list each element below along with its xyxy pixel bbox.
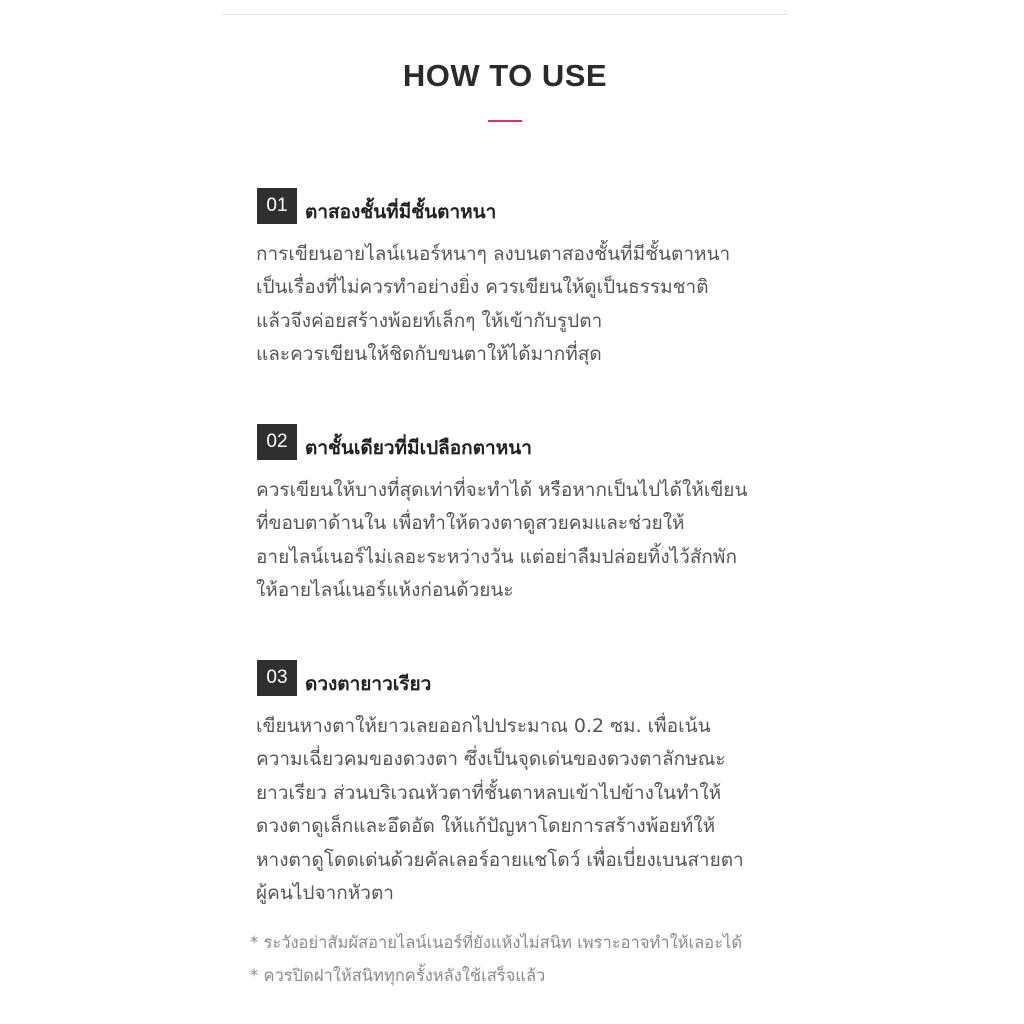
body-line: ควรเขียนให้บางที่สุดเท่าที่จะทำได้ หรือหากเป็นไปได้ให้เขียน — [256, 479, 748, 501]
section-01 — [256, 188, 776, 372]
body-line: ดวงตาดูเล็กและอึดอัด ให้แก้ปัญหาโดยการสร้างพ้อยท์ให้ — [256, 815, 716, 838]
section-body — [256, 238, 776, 372]
body-line: การเขียนอายไลน์เนอร์หนาๆ ลงบนตาสองชั้นที่มีชั้นตาหนา — [256, 243, 731, 265]
section-body — [256, 474, 776, 608]
body-line: ความเฉี่ยวคมของดวงตา ซึ่งเป็นจุดเด่นของดวงตาลักษณะ — [256, 748, 726, 771]
section-header — [256, 188, 776, 224]
body-line: แล้วจึงค่อยสร้างพ้อยท์เล็กๆ ให้เข้ากับรูปตา — [256, 309, 603, 332]
section-title: ตาสองชั้นที่มีชั้นตาหนา — [305, 201, 497, 223]
section-header — [256, 424, 776, 460]
step-number-badge: 02 — [257, 424, 297, 460]
section-header — [256, 660, 776, 696]
section-03 — [256, 660, 776, 910]
body-line: เป็นเรื่องที่ไม่ควรทำอย่างยิ่ง ควรเขียนให้ดูเป็นธรรมชาติ — [256, 276, 709, 299]
body-line: ยาวเรียว ส่วนบริเวณหัวตาที่ชั้นตาหลบเข้าไปข้างในทำให้ — [256, 781, 722, 804]
page-title: HOW TO USE — [402, 58, 608, 93]
step-number-badge: 03 — [257, 660, 297, 696]
section-title: ตาชั้นเดียวที่มีเปลือกตาหนา — [305, 437, 532, 459]
body-line: ที่ขอบตาด้านใน เพื่อทำให้ดวงตาดูสวยคมและช่วยให้ — [256, 512, 685, 535]
section-title: ดวงตายาวเรียว — [305, 673, 432, 695]
body-line: หางตาดูโดดเด่นด้วยคัลเลอร์อายแชโดว์ เพื่อเบี่ยงเบนสายตา — [256, 848, 744, 871]
body-line: และควรเขียนให้ชิดกับขนตาให้ได้มากที่สุด — [256, 343, 602, 366]
section-body — [256, 710, 776, 910]
title-accent-underline — [488, 120, 522, 122]
footnote-close-cap: * ควรปิดฝาให้สนิททุกครั้งหลังใช้เสร็จแล้ว — [250, 966, 546, 985]
section-02 — [256, 424, 776, 608]
top-divider — [222, 14, 788, 15]
body-line: ให้อายไลน์เนอร์แห้งก่อนด้วยนะ — [256, 579, 514, 602]
step-number-badge: 01 — [257, 188, 297, 224]
body-line: ผู้คนไปจากหัวตา — [256, 882, 394, 905]
body-line: เขียนหางตาให้ยาวเลยออกไปประมาณ 0.2 ซม. เพื่อเน้น — [256, 715, 711, 737]
body-line: อายไลน์เนอร์ไม่เลอะระหว่างวัน แต่อย่าลืมปล่อยทิ้งไว้สักพัก — [256, 545, 737, 568]
footnote-caution: * ระวังอย่าสัมผัสอายไลน์เนอร์ที่ยังแห้งไม่สนิท เพราะอาจทำให้เลอะได้ — [250, 933, 743, 952]
